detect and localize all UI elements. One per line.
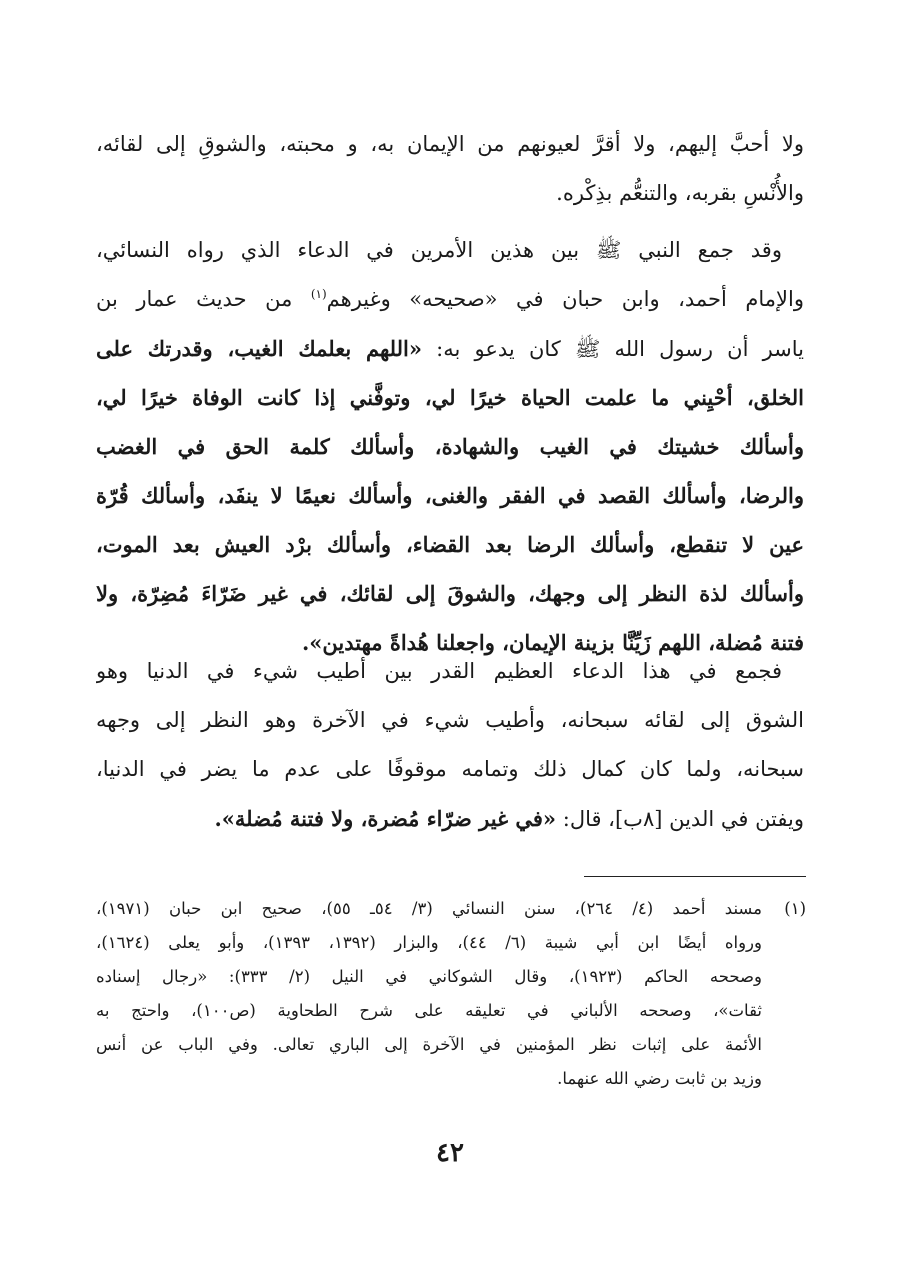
- footnotes: [96, 892, 806, 1096]
- footnote-text: مسند أحمد (٤/ ٢٦٤)، سنن النسائي (٣/ ٥٤ـ ٥٥)، صحيح ابن حبان (١٩٧١)،: [96, 899, 762, 918]
- text-segment: من حديث عمار بن: [96, 287, 311, 311]
- text-line: وقد جمع النبي ﷺ بين هذين الأمرين في الدعاء الذي رواه النسائي،: [96, 238, 782, 262]
- paragraph-3: [96, 647, 804, 843]
- paragraph-1: [96, 120, 804, 218]
- page-number: ٤٢: [436, 1138, 464, 1168]
- footnote-separator: [584, 876, 806, 877]
- paragraph-2: [96, 226, 804, 667]
- text-line: [96, 324, 804, 373]
- text-line: [96, 794, 804, 843]
- footnote-number: (١): [784, 899, 806, 918]
- footnote-line: وزيد بن ثابت رضي الله عنهما.: [557, 1069, 762, 1088]
- hadith-quote: «في غير ضرّاء مُضرة، ولا فتنة مُضلة».: [214, 806, 557, 831]
- footnote-marker[interactable]: (١): [310, 287, 327, 301]
- footnote-line: ورواه أيضًا ابن أبي شيبة (٦/ ٤٤)، والبزار (١٣٩٢، ١٣٩٣)، وأبو يعلى (١٦٢٤)،: [96, 933, 762, 952]
- text-line: سبحانه، ولما كان كمال ذلك وتمامه موقوفًا على عدم ما يضر في الدنيا،: [96, 757, 804, 781]
- text-line: والأُنْسِ بقربه، والتنعُّم بذِكْره.: [556, 181, 804, 205]
- text-segment: والإمام أحمد، وابن حبان في «صحيحه» وغيرهم: [326, 287, 804, 311]
- text-line: فجمع في هذا الدعاء العظيم القدر بين أطيب شيء في الدنيا وهو: [96, 659, 782, 683]
- text-line: ولا أحبَّ إليهم، ولا أقرَّ لعيونهم من الإيمان به، و محبته، والشوقِ إلى لقائه،: [96, 132, 804, 156]
- text-line: [96, 275, 804, 324]
- text-line: الشوق إلى لقائه سبحانه، وأطيب شيء في الآخرة وهو النظر إلى وجهه: [96, 708, 804, 732]
- footnote-line: الأئمة على إثبات نظر المؤمنين في الآخرة إلى الباري تعالى. وفي الباب عن أنس: [96, 1035, 762, 1054]
- hadith-line: عين لا تنقطع، وأسألك الرضا بعد القضاء، وأسألك برْد العيش بعد الموت،: [96, 532, 804, 557]
- hadith-line: وأسألك خشيتك في الغيب والشهادة، وأسألك كلمة الحق في الغضب: [96, 434, 804, 459]
- hadith-text: «اللهم بعلمك الغيب، وقدرتك على: [96, 336, 422, 361]
- footnote-line: ثقات»، وصححه الألباني في تعليقه على شرح الطحاوية (ص١٠٠)، واحتج به: [96, 1001, 763, 1020]
- text-segment: ياسر أن رسول الله ﷺ كان يدعو به:: [421, 337, 804, 361]
- hadith-line: والرضا، وأسألك القصد في الفقر والغنى، وأسألك نعيمًا لا ينفَد، وأسألك قُرّة: [96, 483, 804, 508]
- footnote-line: [96, 892, 806, 926]
- footnote-line: وصححه الحاكم (١٩٢٣)، وقال الشوكاني في النيل (٢/ ٣٣٣): «رجال إسناده: [96, 967, 762, 986]
- hadith-line: الخلق، أحْيِني ما علمت الحياة خيرًا لي، وتوفَّني إذا كانت الوفاة خيرًا لي،: [96, 385, 804, 410]
- text-segment: ويفتن في الدين [٨ب]، قال:: [556, 807, 804, 831]
- hadith-line: وأسألك لذة النظر إلى وجهك، والشوقَ إلى لقائك، في غير ضَرّاءَ مُضِرّة، ولا: [96, 581, 804, 606]
- hadith-line: فتنة مُضلة، اللهم زَيِّنَّا بزينة الإيمان، واجعلنا هُداةً مهتدين».: [301, 630, 804, 655]
